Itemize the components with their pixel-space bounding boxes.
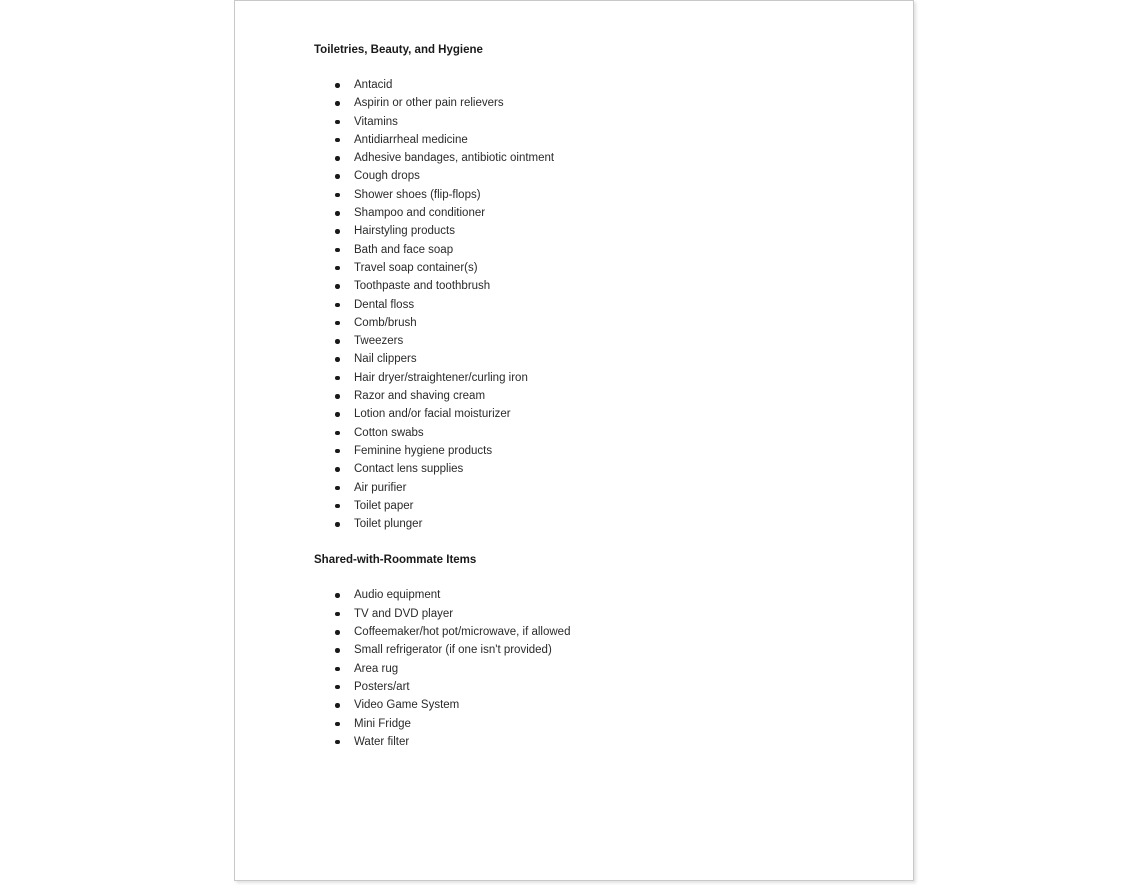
list-item-text: Area rug (354, 662, 399, 675)
list-item (314, 149, 874, 167)
list-item-text: Vitamins (354, 115, 398, 128)
list-item-text: Shampoo and conditioner (354, 207, 486, 220)
document-content (314, 41, 874, 751)
spacer (314, 533, 874, 551)
bullet-icon (335, 593, 340, 598)
list-item-text: Comb/brush (354, 316, 417, 329)
list-item-text: Tweezers (354, 335, 404, 348)
list-item-text: TV and DVD player (354, 607, 454, 620)
list-item-text: Toilet paper (354, 499, 414, 512)
list-item (314, 296, 874, 314)
list-item (314, 277, 874, 295)
list-item (314, 241, 874, 259)
list-item (314, 131, 874, 149)
list-item-text: Water filter (354, 735, 410, 748)
spacer (314, 569, 874, 586)
list-item (314, 623, 874, 641)
bullet-icon (335, 612, 340, 617)
bullet-icon (335, 431, 340, 436)
list-item-text: Nail clippers (354, 353, 417, 366)
list-item (314, 641, 874, 659)
bullet-icon (335, 174, 340, 179)
bullet-icon (335, 229, 340, 234)
bullet-icon (335, 193, 340, 198)
list-item (314, 222, 874, 240)
list-item (314, 204, 874, 222)
list-item-text: Aspirin or other pain relievers (354, 97, 504, 110)
bullet-icon (335, 648, 340, 653)
list-item-text: Dental floss (354, 298, 415, 311)
list-item-text: Toilet plunger (354, 518, 423, 531)
toiletries-list (314, 76, 874, 533)
section-heading-toiletries: Toiletries, Beauty, and Hygiene (314, 44, 483, 56)
bullet-icon (335, 339, 340, 344)
bullet-icon (335, 83, 340, 88)
list-item-text: Antacid (354, 79, 393, 91)
document-page (234, 0, 914, 881)
list-item (314, 113, 874, 131)
list-item (314, 479, 874, 497)
list-item (314, 387, 874, 405)
list-item-text: Posters/art (354, 680, 410, 693)
bullet-icon (335, 449, 340, 454)
list-item-text: Small refrigerator (if one isn't provided) (354, 644, 552, 657)
spacer (314, 59, 874, 76)
bullet-icon (335, 394, 340, 399)
list-item (314, 332, 874, 350)
list-item-text: Air purifier (354, 481, 407, 494)
bullet-icon (335, 630, 340, 635)
list-item-text: Coffeemaker/hot pot/microwave, if allowed (354, 626, 571, 639)
list-item-text: Adhesive bandages, antibiotic ointment (354, 152, 555, 165)
list-item-text: Lotion and/or facial moisturizer (354, 408, 511, 421)
bullet-icon (335, 284, 340, 289)
list-item-text: Travel soap container(s) (354, 261, 478, 274)
list-item (314, 696, 874, 714)
bullet-icon (335, 685, 340, 690)
list-item (314, 515, 874, 533)
bullet-icon (335, 486, 340, 491)
list-item (314, 259, 874, 277)
list-item (314, 605, 874, 623)
list-item (314, 167, 874, 185)
list-item-text: Cotton swabs (354, 426, 424, 439)
bullet-icon (335, 321, 340, 326)
section-heading-shared: Shared-with-Roommate Items (314, 554, 477, 567)
bullet-icon (335, 101, 340, 106)
list-item-text: Hairstyling products (354, 225, 455, 238)
bullet-icon (335, 138, 340, 143)
list-item (314, 660, 874, 678)
list-item (314, 405, 874, 423)
bullet-icon (335, 504, 340, 509)
list-item-text: Feminine hygiene products (354, 444, 493, 457)
list-item-text: Video Game System (354, 699, 460, 712)
list-item-text: Toothpaste and toothbrush (354, 280, 491, 293)
bullet-icon (335, 412, 340, 417)
shared-items-list (314, 586, 874, 751)
bullet-icon (335, 156, 340, 161)
bullet-icon (335, 467, 340, 472)
bullet-icon (335, 211, 340, 216)
bullet-icon (335, 703, 340, 708)
list-item (314, 424, 874, 442)
list-item (314, 76, 874, 94)
list-item (314, 350, 874, 368)
list-item-text: Bath and face soap (354, 243, 454, 256)
list-item (314, 94, 874, 112)
list-item-text: Antidiarrheal medicine (354, 133, 468, 146)
list-item (314, 715, 874, 733)
list-item (314, 733, 874, 751)
bullet-icon (335, 522, 340, 527)
list-item-text: Contact lens supplies (354, 463, 464, 476)
bullet-icon (335, 357, 340, 362)
list-item (314, 497, 874, 515)
bullet-icon (335, 120, 340, 125)
list-item (314, 442, 874, 460)
list-item (314, 369, 874, 387)
bullet-icon (335, 266, 340, 271)
list-item-text: Hair dryer/straightener/curling iron (354, 371, 528, 384)
list-item-text: Razor and shaving cream (354, 390, 486, 403)
list-item (314, 678, 874, 696)
list-item (314, 586, 874, 604)
list-item-text: Cough drops (354, 170, 420, 183)
bullet-icon (335, 740, 340, 745)
bullet-icon (335, 722, 340, 727)
list-item (314, 186, 874, 204)
bullet-icon (335, 248, 340, 253)
bullet-icon (335, 667, 340, 672)
list-item-text: Audio equipment (354, 589, 441, 602)
list-item-text: Shower shoes (flip-flops) (354, 188, 481, 201)
bullet-icon (335, 376, 340, 381)
list-item-text: Mini Fridge (354, 717, 411, 730)
list-item (314, 460, 874, 478)
list-item (314, 314, 874, 332)
bullet-icon (335, 303, 340, 308)
